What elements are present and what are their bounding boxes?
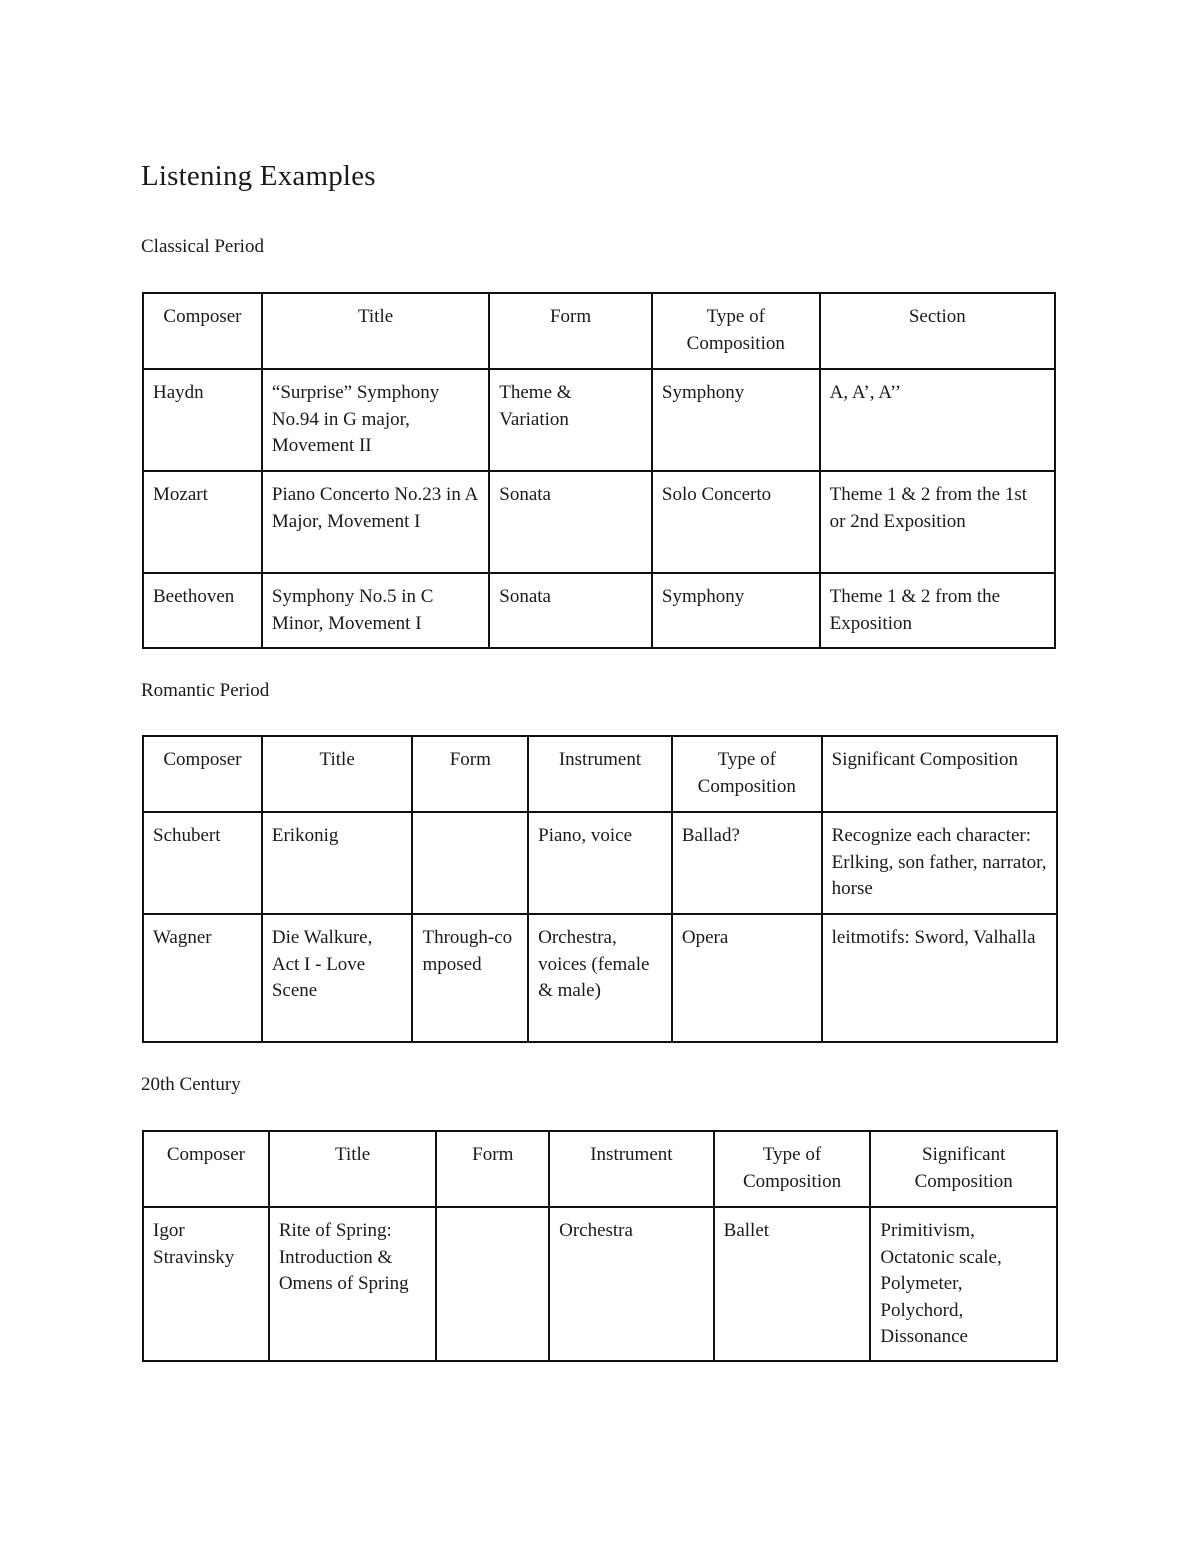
table-cell: Symphony No.5 in C Minor, Movement I: [262, 573, 489, 648]
section-heading-20th-century: 20th Century: [141, 1074, 241, 1095]
table-cell: Wagner: [143, 914, 262, 1042]
table-cell: A, A’, A’’: [820, 369, 1055, 471]
table-cell: Rite of Spring: Introduction & Omens of Spring: [269, 1207, 437, 1361]
table-cell: Ballad?: [672, 812, 822, 914]
column-header: Composer: [143, 293, 262, 369]
table-header-row: [143, 293, 1055, 369]
column-header: Instrument: [528, 736, 672, 812]
table-cell: Theme 1 & 2 from the Exposition: [820, 573, 1055, 648]
column-header: Significant Composition: [870, 1131, 1057, 1207]
table-cell: Sonata: [489, 471, 652, 573]
table-row: [143, 1207, 1057, 1361]
table-cell: Igor Stravinsky: [143, 1207, 269, 1361]
column-header: Type of Composition: [652, 293, 820, 369]
table-row: [143, 812, 1057, 914]
table-cell: Sonata: [489, 573, 652, 648]
page-title: Listening Examples: [141, 160, 376, 192]
table-cell: Erikonig: [262, 812, 413, 914]
table-cell: Theme 1 & 2 from the 1st or 2nd Exposition: [820, 471, 1055, 573]
twentieth-century-table: [142, 1130, 1058, 1362]
table-cell: leitmotifs: Sword, Valhalla: [822, 914, 1057, 1042]
table-cell: Symphony: [652, 573, 820, 648]
table-header-row: [143, 736, 1057, 812]
column-header: Composer: [143, 736, 262, 812]
section-heading-romantic: Romantic Period: [141, 680, 270, 701]
table-cell: [412, 812, 528, 914]
table-row: [143, 914, 1057, 1042]
classical-period-table: [142, 292, 1056, 649]
table-cell: Haydn: [143, 369, 262, 471]
column-header: Type of Composition: [672, 736, 822, 812]
table-row: [143, 369, 1055, 471]
table-cell: Orchestra: [549, 1207, 714, 1361]
table-cell: Through-composed: [412, 914, 528, 1042]
column-header: Form: [412, 736, 528, 812]
column-header: Type of Composition: [714, 1131, 871, 1207]
column-header: Title: [269, 1131, 437, 1207]
table-cell: Symphony: [652, 369, 820, 471]
column-header: Composer: [143, 1131, 269, 1207]
table-cell: “Surprise” Symphony No.94 in G major, Movement II: [262, 369, 489, 471]
table-cell: Solo Concerto: [652, 471, 820, 573]
column-header: Form: [436, 1131, 549, 1207]
table-cell: Opera: [672, 914, 822, 1042]
table-row: [143, 471, 1055, 573]
column-header: Title: [262, 736, 413, 812]
table-cell: Ballet: [714, 1207, 871, 1361]
table-cell: Recognize each character: Erlking, son father, narrator, horse: [822, 812, 1057, 914]
column-header: Significant Composition: [822, 736, 1057, 812]
table-cell: Theme & Variation: [489, 369, 652, 471]
romantic-period-table: [142, 735, 1058, 1043]
table-cell: Orchestra, voices (female & male): [528, 914, 672, 1042]
table-header-row: [143, 1131, 1057, 1207]
table-cell: Primitivism, Octatonic scale, Polymeter, Polychord, Dissonance: [870, 1207, 1057, 1361]
column-header: Title: [262, 293, 489, 369]
column-header: Instrument: [549, 1131, 714, 1207]
table-row: [143, 573, 1055, 648]
section-heading-classical: Classical Period: [141, 236, 264, 257]
table-cell: Piano Concerto No.23 in A Major, Movement I: [262, 471, 489, 573]
table-cell: Mozart: [143, 471, 262, 573]
table-cell: Schubert: [143, 812, 262, 914]
table-cell: Beethoven: [143, 573, 262, 648]
table-cell: [436, 1207, 549, 1361]
table-cell: Die Walkure, Act I - Love Scene: [262, 914, 413, 1042]
table-cell: Piano, voice: [528, 812, 672, 914]
column-header: Form: [489, 293, 652, 369]
column-header: Section: [820, 293, 1055, 369]
